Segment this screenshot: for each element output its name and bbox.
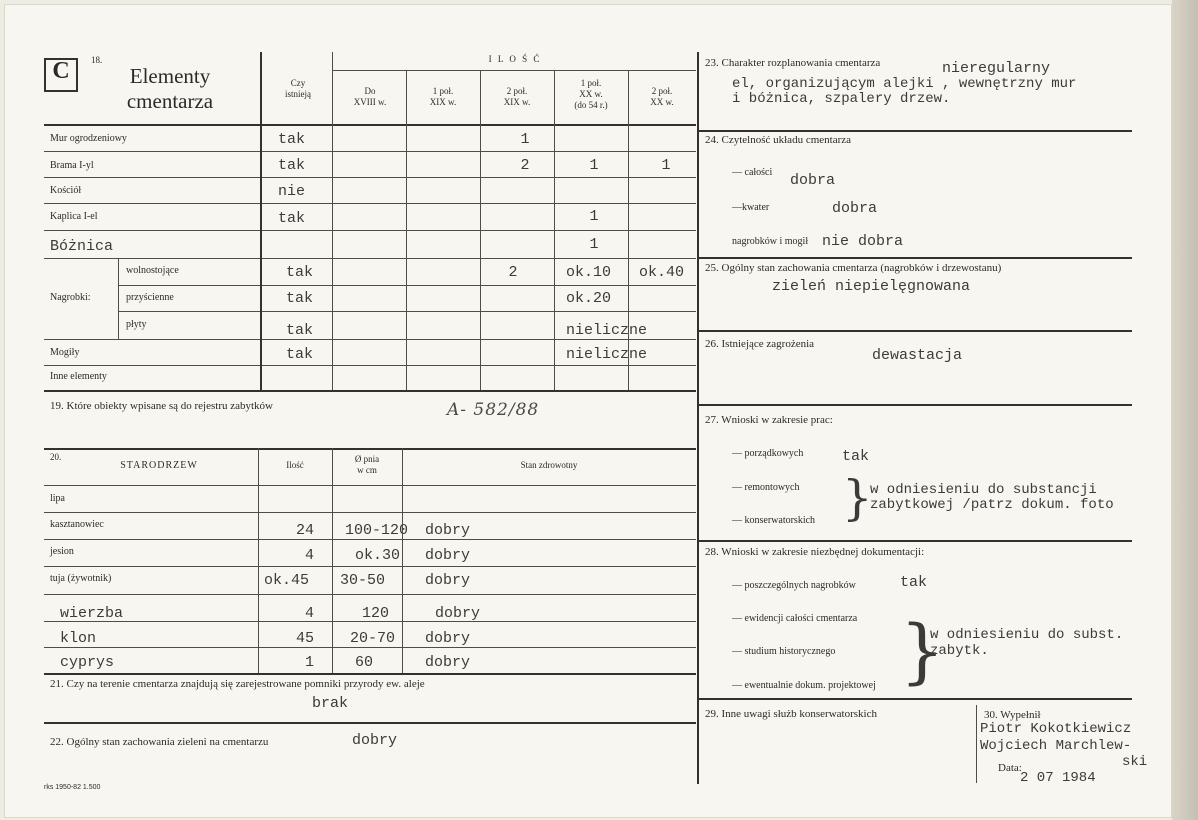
exists-mogily: tak [286,346,314,363]
section-18-title-2: cmentarza [126,89,214,113]
cell-kaplica-1pol20: 1 [589,208,599,225]
tree-diam-cyprys: 60 [355,654,374,671]
legibility-quarters-value: dobra [832,200,878,217]
row-label-inne: Inne elementy [50,371,107,382]
tree-health-cyprys: dobry [425,654,471,671]
natural-monuments-value: brak [312,695,349,712]
row-label-kosciol: Kościół [50,185,82,196]
threats-value: dewastacja [872,347,963,364]
tree-count-klon: 45 [296,630,315,647]
docs-graves-value: tak [900,574,928,591]
legibility-graves-label: nagrobków i mogił [732,236,809,247]
tree-count-kasztanowiec: 24 [296,522,315,539]
section-21-label: 21. Czy na terenie cmentarza znajdują się zarejestrowane pomniki przyrody ew. aleje [50,678,425,690]
tree-name-jesion: jesion [50,546,74,557]
legibility-whole-value: dobra [790,172,836,189]
works-repair-label: — remontowych [732,482,800,493]
exists-kaplica: tak [278,210,306,227]
col-tree-diam-2: w cm [357,465,377,475]
period-1-a: Do [364,86,376,96]
col-tree-count: Ilość [286,460,304,470]
section-letter: C [52,58,70,84]
works-ordering-label: — porządkowych [732,448,804,459]
exists-mur: tak [278,131,306,148]
tree-count-tuja: ok.45 [264,572,310,589]
tree-count-wierzba: 4 [305,605,315,622]
row-label-brama: Brama I-yl [50,160,94,171]
period-2-a: 1 poł. [432,86,454,96]
section-20-number: 20. [50,452,62,462]
tree-diam-jesion: ok.30 [355,547,401,564]
exists-przyscienne: tak [286,290,314,307]
section-19-label: 19. Które obiekty wpisane są do rejestru zabytków [50,400,273,412]
exists-brama: tak [278,157,306,174]
works-brace: } [842,470,873,526]
footer-code: rks 1950-82 1.500 [44,784,101,791]
cell-wolno-1pol20: ok.10 [566,264,612,281]
section-25-label: 25. Ogólny stan zachowania cmentarza (nagrobków i drzewostanu) [705,262,1002,274]
docs-project-label: — ewentualnie dokum. projektowej [732,680,876,691]
row-label-plyty: płyty [126,319,147,330]
section-18-number: 18. [91,55,103,65]
row-label-kaplica: Kaplica I-el [50,211,98,222]
period-5-b: XX w. [650,97,674,107]
col-exists-2: istnieją [285,89,311,99]
tree-name-cyprys: cyprys [60,654,115,671]
exists-kosciol: nie [278,183,306,200]
works-value-1: w odniesieniu do substancji [870,482,1097,498]
tree-name-tuja: tuja (żywotnik) [50,573,112,584]
col-tree-diam-1: Ø pnia [354,454,380,464]
tree-health-jesion: dobry [425,547,471,564]
tree-diam-kasztanowiec: 100-120 [345,522,409,539]
cell-boznica-1pol20: 1 [589,236,599,253]
legibility-quarters-label: —kwater [732,202,770,213]
legibility-whole-label: — całości [732,167,773,178]
row-label-przyscienne: przyścienne [126,292,174,303]
period-4-c: (do 54 r.) [574,100,608,110]
tree-name-kasztanowiec: kasztanowiec [50,519,104,530]
tree-count-cyprys: 1 [305,654,315,671]
works-conservation-label: — konserwatorskich [732,515,816,526]
section-23-label: 23. Charakter rozplanowania cmentarza [705,57,881,69]
starodrzew-title: STARODRZEW [120,460,198,471]
row-label-wolnostojace: wolnostojące [126,265,179,276]
works-value-2: zabytkowej /patrz dokum. foto [870,497,1114,513]
period-2-b: XIX w. [429,97,457,107]
tree-diam-tuja: 30-50 [340,572,386,589]
exists-plyty: tak [286,322,314,339]
period-3-a: 2 poł. [506,86,528,96]
row-label-mur: Mur ogrodzeniowy [50,133,127,144]
col-tree-health: Stan zdrowotny [520,460,578,470]
filled-by-2: Wojciech Marchlew- [980,738,1132,754]
tree-health-kasztanowiec: dobry [425,522,471,539]
section-28-label: 28. Wnioski w zakresie niezbędnej dokumentacji: [705,546,925,558]
section-26-label: 26. Istniejące zagrożenia [705,338,815,350]
tree-diam-klon: 20-70 [350,630,396,647]
page-edge [1172,0,1198,820]
docs-value-1: w odniesieniu do subst. [930,627,1124,643]
period-3-b: XIX w. [503,97,531,107]
cell-wolno-2pol19: 2 [508,264,518,281]
cell-przysc-1pol20: ok.20 [566,290,612,307]
row-label-mogily: Mogiły [50,347,80,358]
section-18-title-1: Elementy [129,64,211,88]
row-label-boznica: Bóżnica [50,238,114,255]
col-exists-1: Czy [290,78,306,88]
tree-name-klon: klon [60,630,97,647]
cell-brama-1pol20: 1 [589,157,599,174]
cell-plyty-1pol20: nieliczne [566,322,648,339]
date-label: Data: [998,762,1022,774]
condition-value: zieleń niepielęgnowana [772,278,971,295]
col-count-header: I L O Ś Ć [488,54,542,64]
tree-diam-wierzba: 120 [362,605,390,622]
section-27-label: 27. Wnioski w zakresie prac: [705,414,833,426]
section-29-label: 29. Inne uwagi służb konserwatorskich [705,708,877,720]
docs-brace: } [900,610,945,692]
filled-by-3: ski [1122,754,1148,770]
cell-brama-2pol19: 2 [520,157,530,174]
layout-character-3: i bóżnica, szpalery drzew. [732,91,951,107]
register-number: A- 582/88 [447,400,540,420]
docs-inventory-label: — ewidencji całości cmentarza [732,613,858,624]
tree-name-lipa: lipa [50,493,65,504]
layout-character-1: nieregularny [942,60,1051,77]
period-4-a: 1 poł. [580,78,602,88]
tree-health-wierzba: dobry [435,605,481,622]
row-label-nagrobki: Nagrobki: [50,292,91,303]
cell-mogily-1pol20: nieliczne [566,346,648,363]
exists-wolnostojace: tak [286,264,314,281]
tree-health-klon: dobry [425,630,471,647]
section-24-label: 24. Czytelność układu cmentarza [705,134,852,146]
cell-wolno-2pol20: ok.40 [639,264,685,281]
tree-count-jesion: 4 [305,547,315,564]
layout-character-2: el, organizującym alejki , wewnętrzny mur [732,76,1077,92]
filled-by-1: Piotr Kokotkiewicz [980,721,1132,737]
period-1-b: XVIII w. [353,97,387,107]
legibility-graves-value: nie dobra [822,233,904,250]
section-30-label: 30. Wypełnił [984,709,1041,721]
date-value: 2 07 1984 [1020,770,1096,786]
greenery-condition-value: dobry [352,732,398,749]
tree-health-tuja: dobry [425,572,471,589]
tree-name-wierzba: wierzba [60,605,124,622]
cell-mur-2pol19: 1 [520,131,530,148]
section-22-label: 22. Ogólny stan zachowania zieleni na cmentarzu [50,736,269,748]
works-ordering-value: tak [842,448,870,465]
period-5-a: 2 poł. [651,86,673,96]
docs-value-2: zabytk. [930,643,989,659]
cell-brama-2pol20: 1 [661,157,671,174]
docs-graves-label: — poszczególnych nagrobków [732,580,856,591]
period-4-b: XX w. [579,89,603,99]
docs-history-label: — studium historycznego [732,646,836,657]
